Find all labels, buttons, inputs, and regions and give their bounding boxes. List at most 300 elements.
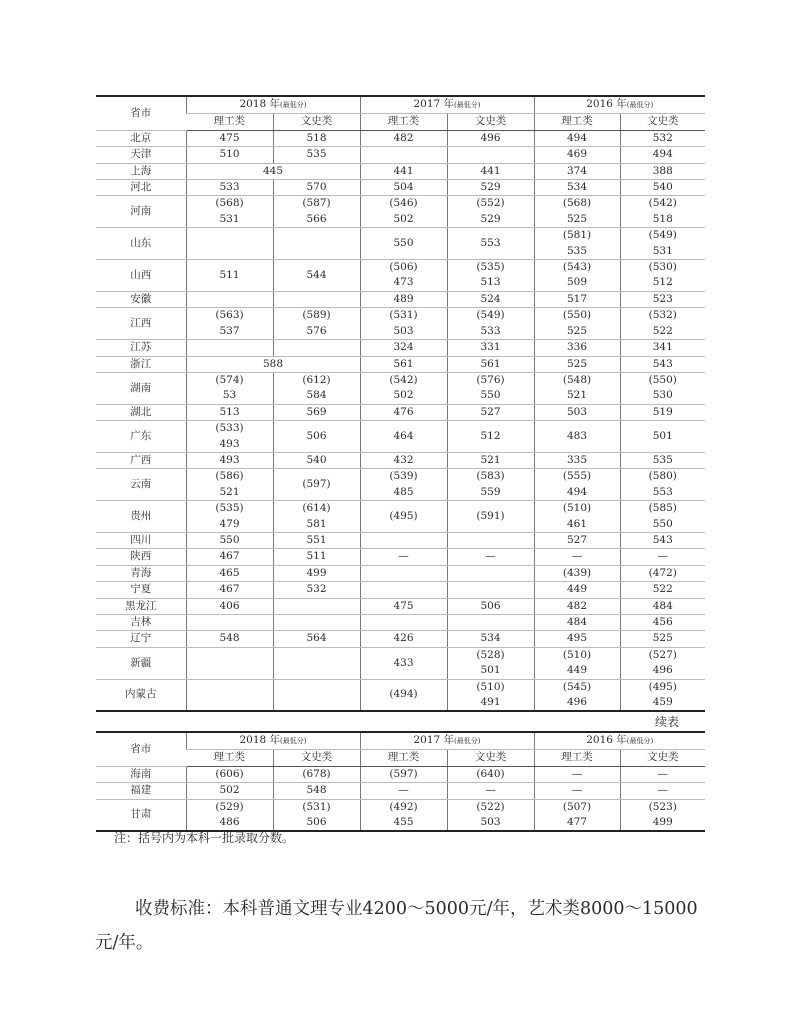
score-cell <box>620 130 705 146</box>
score-cell <box>273 549 360 565</box>
score-cell <box>186 130 273 146</box>
table-row <box>96 260 705 292</box>
score-cell <box>447 469 534 501</box>
score-cell <box>186 582 273 598</box>
table-row <box>96 799 705 831</box>
score-cell <box>360 260 447 292</box>
score-cell <box>534 452 620 468</box>
score-value: 534 <box>480 632 501 645</box>
score-value: — <box>571 767 583 780</box>
score-cell <box>360 549 447 565</box>
score-value: (535) <box>476 261 505 274</box>
score-cell <box>620 469 705 501</box>
score-cell <box>620 291 705 307</box>
score-value: — <box>398 550 409 563</box>
score-cell <box>273 340 360 356</box>
score-cell <box>447 228 534 260</box>
score-cell <box>447 783 534 799</box>
score-value: 483 <box>566 429 588 442</box>
score-value: 506 <box>480 599 501 612</box>
score-value: 561 <box>480 357 501 370</box>
score-value: 550 <box>219 533 240 546</box>
province-name: 山东 <box>96 228 186 260</box>
header-year-2018: 2018 年(最低分) <box>186 732 360 750</box>
score-value: 535 <box>566 244 588 257</box>
score-value: (640) <box>476 767 505 780</box>
score-value: 511 <box>306 550 327 563</box>
score-cell <box>273 228 360 260</box>
score-value: 561 <box>393 357 414 370</box>
score-cell <box>620 565 705 581</box>
score-value: 551 <box>306 533 327 546</box>
score-cell <box>447 598 534 614</box>
score-value: 522 <box>652 324 673 337</box>
score-value: 509 <box>566 276 588 289</box>
score-value: 521 <box>566 389 588 402</box>
header-year-2016: 2016 年(最低分) <box>534 96 705 114</box>
score-value: 540 <box>306 453 327 466</box>
score-cell <box>186 783 273 799</box>
province-name: 湖南 <box>96 372 186 404</box>
score-cell <box>360 501 447 533</box>
score-cell <box>534 228 620 260</box>
score-cell <box>360 783 447 799</box>
score-value: 465 <box>219 566 240 579</box>
score-cell <box>273 452 360 468</box>
province-name: 吉林 <box>96 615 186 631</box>
score-value: (522) <box>476 800 505 813</box>
score-value: 503 <box>480 816 501 829</box>
score-cell <box>360 228 447 260</box>
score-value: 494 <box>566 131 588 144</box>
score-value: (549) <box>476 309 505 322</box>
score-value: 467 <box>219 550 240 563</box>
score-cell <box>620 679 705 711</box>
score-value: (546) <box>389 197 418 210</box>
score-cell <box>186 799 273 831</box>
score-value: 484 <box>652 599 673 612</box>
header-year-2017: 2017 年(最低分) <box>360 732 534 750</box>
score-value: (581) <box>562 229 592 242</box>
province-name: 宁夏 <box>96 582 186 598</box>
score-value: (542) <box>389 373 418 386</box>
score-value: 512 <box>652 276 673 289</box>
score-cell <box>273 783 360 799</box>
score-cell <box>360 180 447 196</box>
continued-label: 续表 <box>655 715 680 729</box>
score-value: (495) <box>389 509 418 522</box>
score-cell <box>360 766 447 782</box>
score-cell <box>447 532 534 548</box>
score-cell <box>620 372 705 404</box>
header-province: 省市 <box>96 732 186 766</box>
score-cell <box>620 766 705 782</box>
score-cell <box>620 147 705 163</box>
score-cell <box>273 631 360 647</box>
score-cell <box>534 260 620 292</box>
score-value: 486 <box>219 816 240 829</box>
score-cell <box>620 501 705 533</box>
score-value: (542) <box>648 197 677 210</box>
score-value: 494 <box>652 148 673 161</box>
table-row <box>96 469 705 501</box>
score-cell <box>620 532 705 548</box>
score-cell <box>534 565 620 581</box>
score-value: 479 <box>219 517 240 530</box>
score-value: (527) <box>648 648 677 661</box>
score-value: 501 <box>480 664 501 677</box>
table-row <box>96 679 705 711</box>
table-row <box>96 147 705 163</box>
score-value: (574) <box>215 373 244 386</box>
province-name: 天津 <box>96 147 186 163</box>
score-cell <box>534 291 620 307</box>
table-row <box>96 356 705 372</box>
header-year-2016: 2016 年(最低分) <box>534 732 705 750</box>
score-cell <box>620 615 705 631</box>
score-value: (555) <box>562 470 592 483</box>
score-value: 484 <box>566 616 588 628</box>
score-cell <box>447 163 534 179</box>
score-value: 530 <box>652 389 673 402</box>
header-category: 文史类 <box>620 750 705 766</box>
score-cell <box>534 356 620 372</box>
score-cell <box>447 340 534 356</box>
score-cell <box>360 147 447 163</box>
score-value: 506 <box>306 816 327 829</box>
score-cell <box>447 308 534 340</box>
score-cell <box>534 549 620 565</box>
score-value: 426 <box>393 632 414 645</box>
score-value: 341 <box>652 341 673 354</box>
province-name: 湖北 <box>96 404 186 420</box>
score-value: 544 <box>306 268 327 281</box>
score-cell <box>273 372 360 404</box>
province-name: 四川 <box>96 532 186 548</box>
score-cell <box>186 180 273 196</box>
score-value: 569 <box>306 405 327 418</box>
score-value: 485 <box>393 485 414 498</box>
score-cell <box>360 799 447 831</box>
score-value: 521 <box>219 485 240 498</box>
score-value: (563) <box>215 309 244 322</box>
score-cell <box>186 615 273 631</box>
score-value: (548) <box>562 373 592 386</box>
score-value: (612) <box>302 373 331 386</box>
score-value: 525 <box>566 357 588 370</box>
score-value: 548 <box>219 632 240 645</box>
score-cell <box>534 469 620 501</box>
score-value: 529 <box>480 212 501 225</box>
score-cell <box>360 679 447 711</box>
score-value: 388 <box>652 164 673 177</box>
score-value: 550 <box>652 517 673 530</box>
header-category: 理工类 <box>534 114 620 130</box>
score-cell <box>360 565 447 581</box>
header-category: 理工类 <box>186 750 273 766</box>
table-row <box>96 291 705 307</box>
table-row <box>96 421 705 453</box>
score-cell <box>620 196 705 228</box>
header-category: 理工类 <box>360 750 447 766</box>
score-value: 496 <box>652 664 673 677</box>
score-value: 570 <box>306 181 327 194</box>
score-cell <box>620 308 705 340</box>
score-cell <box>360 615 447 631</box>
score-value: (530) <box>648 261 677 274</box>
score-value: 501 <box>652 429 673 442</box>
score-cell <box>534 340 620 356</box>
score-value: (529) <box>215 800 244 813</box>
score-cell <box>360 631 447 647</box>
score-cell <box>273 421 360 453</box>
score-value: 522 <box>652 583 673 596</box>
score-value: 553 <box>652 485 673 498</box>
score-value: 493 <box>219 453 240 466</box>
score-cell <box>534 766 620 782</box>
score-cell <box>186 647 273 679</box>
score-cell <box>534 631 620 647</box>
score-value: 513 <box>480 276 501 289</box>
score-value: 537 <box>219 324 240 337</box>
score-table-body <box>96 130 705 711</box>
score-value: 467 <box>219 583 240 596</box>
score-cell <box>620 356 705 372</box>
score-value: 535 <box>306 148 327 161</box>
score-cell <box>534 196 620 228</box>
score-table-body-continued <box>96 766 705 831</box>
score-value: (583) <box>476 470 505 483</box>
score-cell <box>447 582 534 598</box>
score-value: (550) <box>648 373 677 386</box>
score-value: 576 <box>306 324 327 337</box>
score-value: 519 <box>652 405 673 418</box>
score-cell <box>360 291 447 307</box>
score-value: 531 <box>652 244 673 257</box>
province-name: 上海 <box>96 163 186 179</box>
score-value: (532) <box>648 309 677 322</box>
province-name: 河南 <box>96 196 186 228</box>
table-row <box>96 783 705 799</box>
score-cell <box>273 308 360 340</box>
score-value: 529 <box>480 181 501 194</box>
score-cell <box>186 147 273 163</box>
score-cell <box>447 291 534 307</box>
score-value: 336 <box>566 341 588 354</box>
score-value: 476 <box>393 405 414 418</box>
score-cell <box>534 598 620 614</box>
table-row <box>96 582 705 598</box>
score-value: 540 <box>652 181 673 194</box>
score-cell <box>534 501 620 533</box>
table-footnote: 注：括号内为本科一批录取分数。 <box>114 831 295 845</box>
score-value: (549) <box>648 229 677 242</box>
score-cell <box>620 163 705 179</box>
score-value: (568) <box>215 197 244 210</box>
score-value: (543) <box>562 261 592 274</box>
score-value: 491 <box>480 696 501 709</box>
score-cell <box>620 340 705 356</box>
table-row <box>96 180 705 196</box>
score-cell <box>186 598 273 614</box>
score-value: 527 <box>566 533 588 546</box>
score-value: (531) <box>302 800 331 813</box>
province-name: 安徽 <box>96 291 186 307</box>
header-category: 文史类 <box>447 114 534 130</box>
score-cell <box>534 615 620 631</box>
score-cell <box>447 404 534 420</box>
score-cell <box>273 469 360 501</box>
score-value: 475 <box>393 599 414 612</box>
score-cell <box>186 196 273 228</box>
score-value: (510) <box>562 502 592 515</box>
score-value: 518 <box>652 212 673 225</box>
merged-score-cell: 588 <box>186 356 360 372</box>
score-value: 525 <box>566 324 588 337</box>
score-value: — <box>657 767 668 780</box>
score-cell <box>273 196 360 228</box>
header-category: 文史类 <box>620 114 705 130</box>
header-category: 理工类 <box>186 114 273 130</box>
admission-score-table <box>96 95 705 712</box>
score-cell <box>620 452 705 468</box>
score-value: 502 <box>393 212 414 225</box>
score-value: — <box>571 784 583 797</box>
score-cell <box>186 452 273 468</box>
header-category: 理工类 <box>534 750 620 766</box>
score-value: 512 <box>480 429 501 442</box>
score-cell <box>534 130 620 146</box>
header-category: 理工类 <box>360 114 447 130</box>
score-cell <box>620 228 705 260</box>
score-cell <box>534 532 620 548</box>
score-cell <box>273 565 360 581</box>
score-value: 513 <box>219 405 240 418</box>
admission-score-table-continued <box>96 731 705 832</box>
table-row <box>96 196 705 228</box>
table-row <box>96 532 705 548</box>
header-category: 文史类 <box>273 114 360 130</box>
score-value: 473 <box>393 276 414 289</box>
score-cell <box>620 647 705 679</box>
score-value: (597) <box>389 767 418 780</box>
score-value: 543 <box>652 533 673 546</box>
score-cell <box>534 180 620 196</box>
table-row <box>96 549 705 565</box>
province-name: 辽宁 <box>96 631 186 647</box>
score-cell <box>186 260 273 292</box>
province-name: 内蒙古 <box>96 679 186 711</box>
score-value: 503 <box>393 324 414 337</box>
score-cell <box>534 679 620 711</box>
score-cell <box>186 565 273 581</box>
score-value: 566 <box>306 212 327 225</box>
score-value: 464 <box>393 429 414 442</box>
score-cell <box>360 163 447 179</box>
score-value: (580) <box>648 470 677 483</box>
score-value: 482 <box>393 131 414 144</box>
score-value: 494 <box>566 485 588 498</box>
score-value: (550) <box>562 309 592 322</box>
score-cell <box>447 549 534 565</box>
score-value: — <box>657 784 668 797</box>
score-value: (439) <box>562 566 592 579</box>
score-cell <box>273 404 360 420</box>
score-value: 581 <box>306 517 327 530</box>
score-cell <box>186 372 273 404</box>
score-cell <box>360 130 447 146</box>
table-row <box>96 647 705 679</box>
score-value: (678) <box>302 767 331 780</box>
score-value: 495 <box>566 632 588 645</box>
score-cell <box>360 404 447 420</box>
score-value: 533 <box>219 181 240 194</box>
score-value: (510) <box>562 648 592 661</box>
score-value: 511 <box>219 268 240 281</box>
score-value: 331 <box>480 341 501 354</box>
score-value: (528) <box>476 648 505 661</box>
score-cell <box>186 766 273 782</box>
score-value: 504 <box>393 181 414 194</box>
score-value: 503 <box>566 405 588 418</box>
score-cell <box>360 647 447 679</box>
score-cell <box>186 308 273 340</box>
score-value: (523) <box>648 800 677 813</box>
table-row <box>96 130 705 146</box>
score-cell <box>534 372 620 404</box>
province-name: 陕西 <box>96 549 186 565</box>
score-cell <box>447 799 534 831</box>
province-name: 江西 <box>96 308 186 340</box>
score-cell <box>186 631 273 647</box>
score-value: 525 <box>652 632 673 645</box>
score-cell <box>273 679 360 711</box>
score-value: (568) <box>562 197 592 210</box>
score-value: (507) <box>562 800 592 813</box>
score-cell <box>620 549 705 565</box>
score-value: 496 <box>480 131 501 144</box>
score-value: 550 <box>393 236 414 249</box>
score-value: 532 <box>652 131 673 144</box>
score-value: 521 <box>480 453 501 466</box>
score-cell <box>620 421 705 453</box>
table-row <box>96 228 705 260</box>
score-value: (535) <box>215 502 244 515</box>
score-value: 461 <box>566 517 588 530</box>
score-value: 374 <box>566 164 588 177</box>
score-value: 548 <box>306 784 327 797</box>
score-cell <box>186 340 273 356</box>
score-value: 482 <box>566 599 588 612</box>
score-cell <box>534 308 620 340</box>
header-category: 文史类 <box>447 750 534 766</box>
score-value: — <box>398 784 409 797</box>
province-name: 新疆 <box>96 647 186 679</box>
score-cell <box>447 356 534 372</box>
score-cell <box>360 582 447 598</box>
header-year-2018: 2018 年(最低分) <box>186 96 360 114</box>
table-row <box>96 404 705 420</box>
score-cell <box>360 372 447 404</box>
score-value: 53 <box>222 389 237 402</box>
score-cell <box>186 532 273 548</box>
fee-standard-paragraph: 收费标准：本科普通文理专业4200～5000元/年，艺术类8000～15000元/年。 <box>95 898 698 953</box>
score-value: — <box>571 550 583 563</box>
score-value: 553 <box>480 236 501 249</box>
header-year-2017: 2017 年(最低分) <box>360 96 534 114</box>
score-value: (531) <box>389 309 418 322</box>
table-row <box>96 372 705 404</box>
